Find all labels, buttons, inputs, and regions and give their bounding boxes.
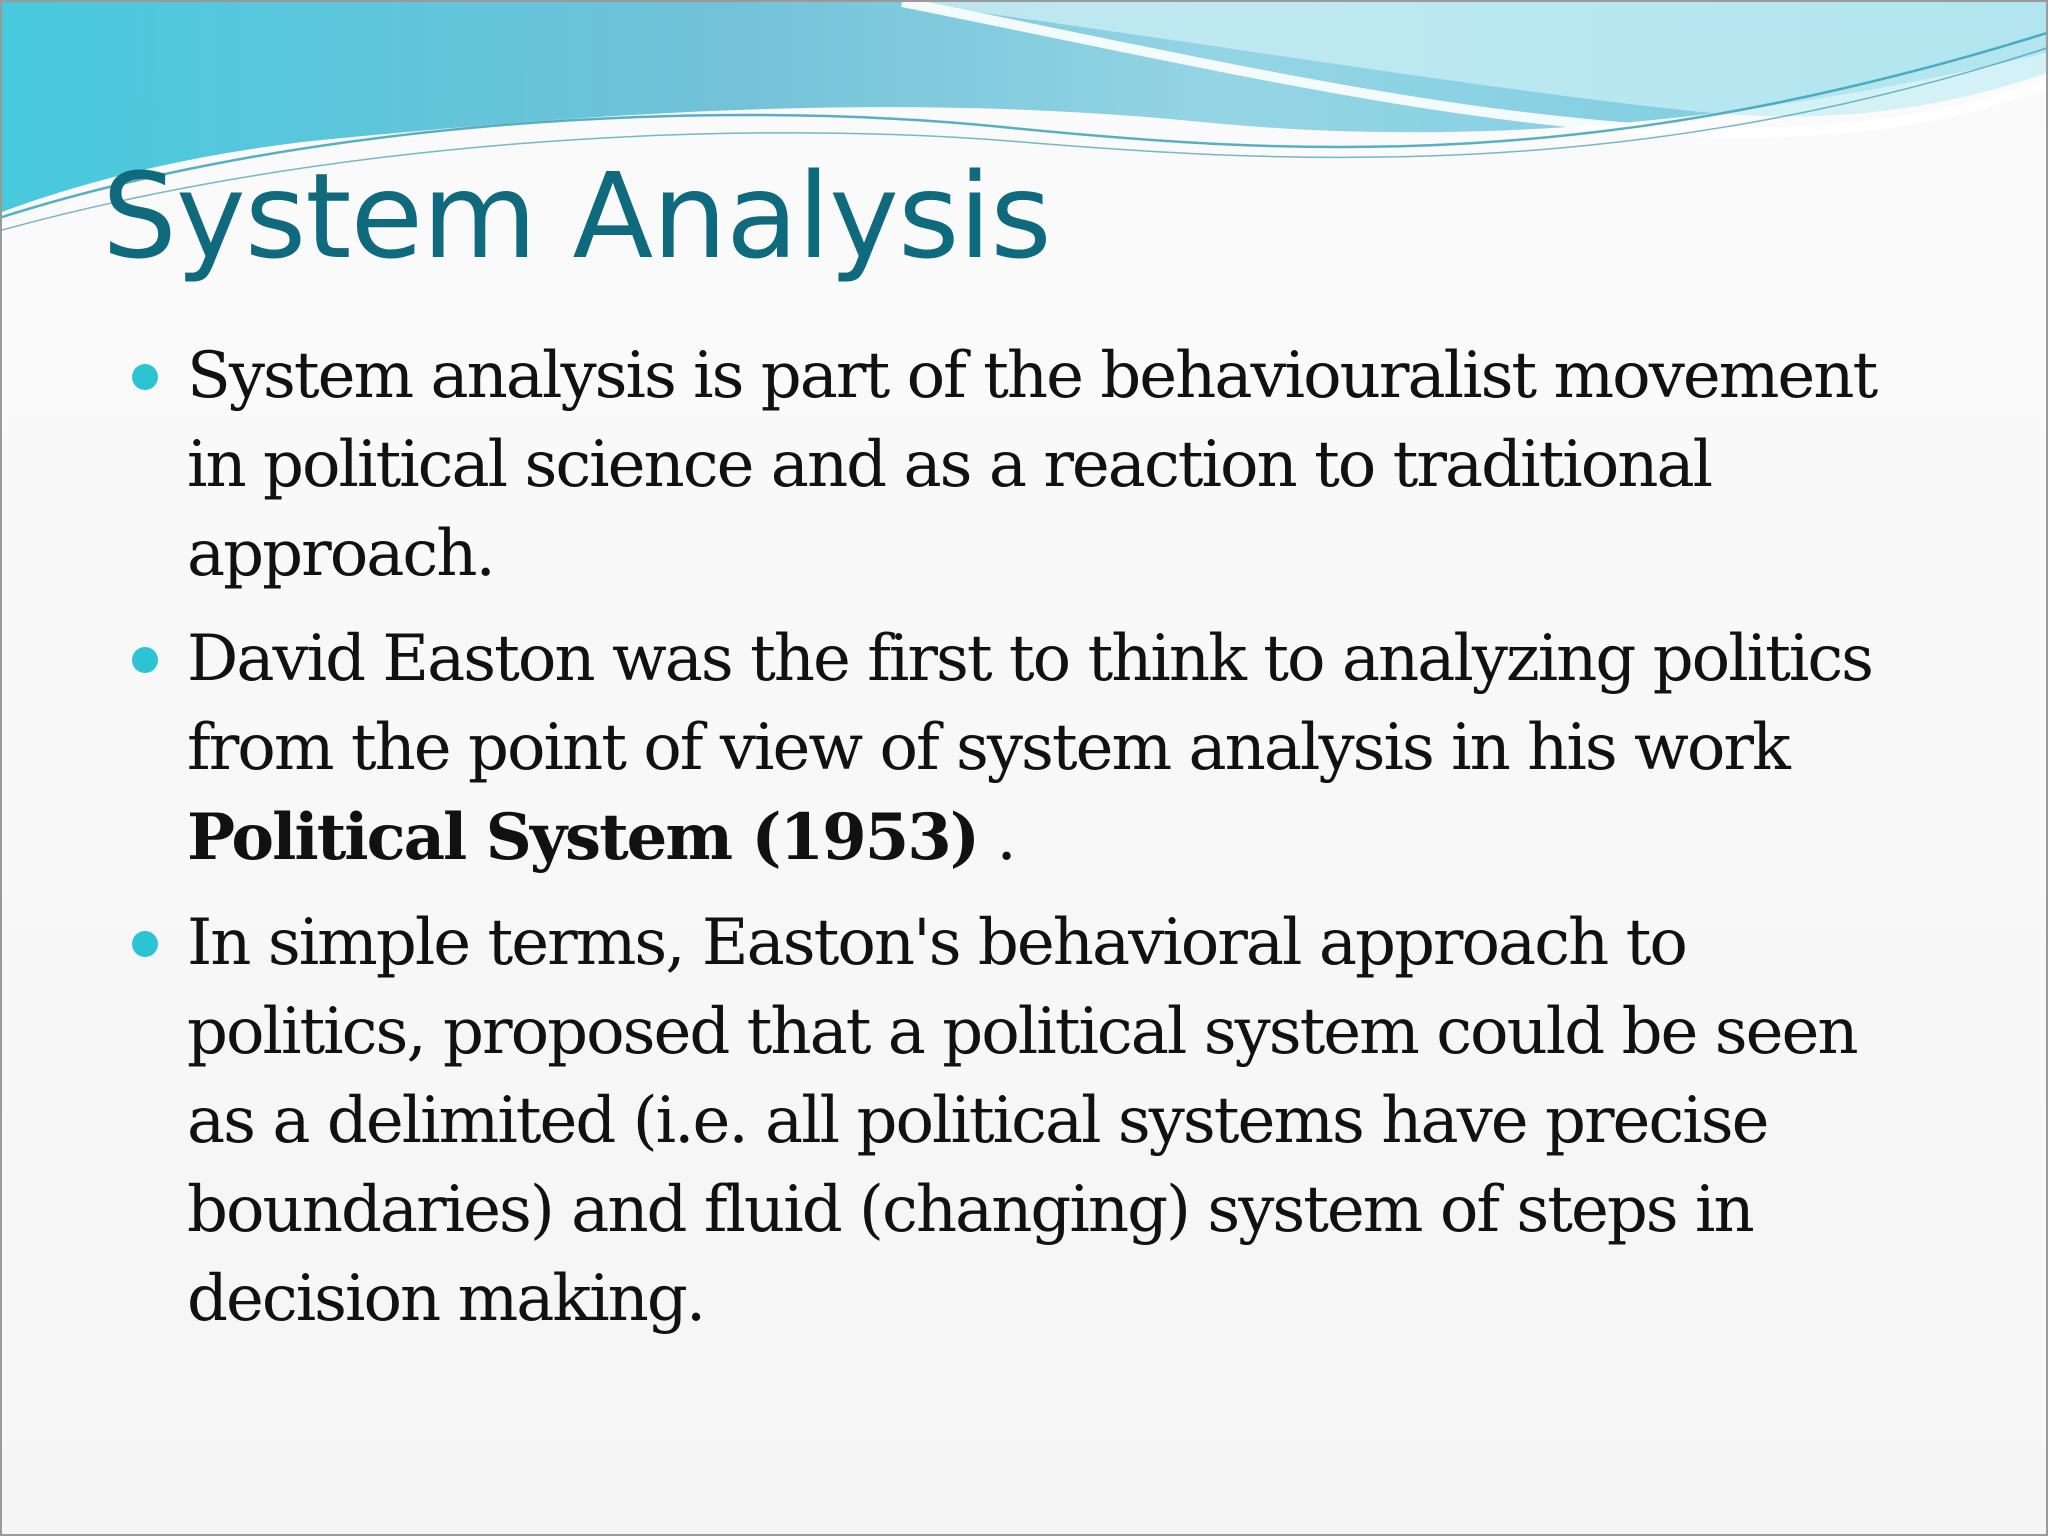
bullet-list (132, 332, 1932, 1360)
bullet-dot-icon (132, 647, 158, 673)
bullet-item-3 (132, 899, 1932, 1344)
bullet-text: System analysis is part of the behaviouralist movement in political science and as a reaction to traditional approach. (187, 339, 1877, 591)
bullet-text: In simple terms, Easton's behavioral approach to politics, proposed that a political system could be seen as a delimited (i.e. all political systems have precise boundaries) and fluid (changing) system of steps in decision making. (187, 906, 1857, 1336)
bullet-dot-icon (132, 931, 158, 957)
slide-title: System Analysis (102, 147, 1051, 285)
bullet-dot-icon (132, 364, 158, 390)
bullet-text-end: . (978, 801, 1015, 875)
bullet-bold-title: Political System (1953) (187, 800, 979, 875)
bullet-text: David Easton was the first to think to analyzing politics from the point of view of system analysis in his work (187, 622, 1872, 785)
bullet-item-2 (132, 615, 1932, 883)
bullet-item-1 (132, 332, 1932, 599)
